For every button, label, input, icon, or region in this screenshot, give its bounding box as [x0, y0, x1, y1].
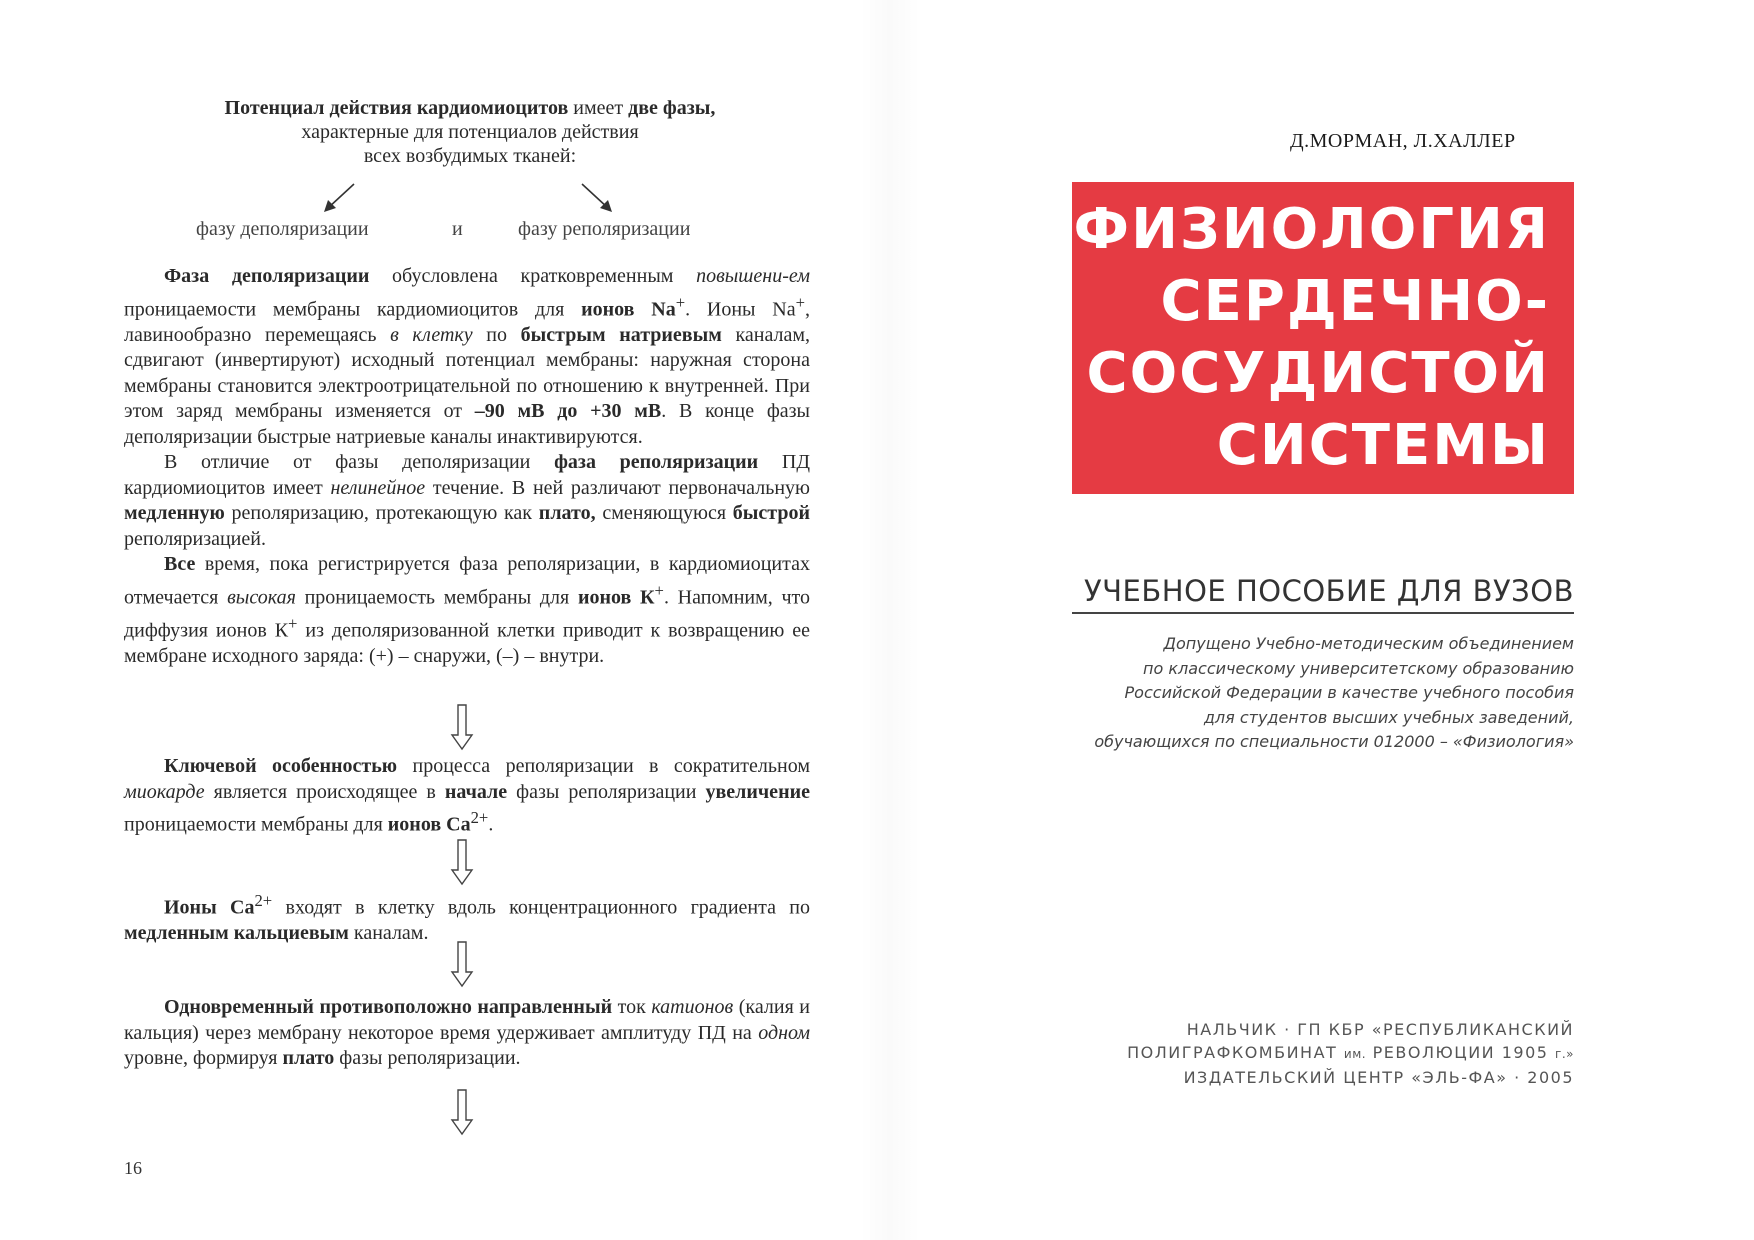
publisher-line-3: ИЗДАТЕЛЬСКИЙ ЦЕНТР «ЭЛЬ-ФА» · 2005: [1183, 1068, 1574, 1087]
title-line-4: СИСТЕМЫ: [1216, 413, 1550, 478]
intro-bold-2: кардиомиоцитов: [416, 97, 569, 119]
down-arrow-icon-2: [450, 838, 474, 886]
approval-line-5: обучающихся по специальности 012000 – «Физиология»: [1094, 732, 1574, 751]
text-block-4: [124, 995, 810, 1072]
paragraph-repolarization: В отличие от фазы деполяризации фаза реполяризации ПД кардиомиоцитов имеет нелинейное течение. В ней различают первоначальную медленную реполяризацию, протекающую как плато, сменяющуюся быстрой реполяризацией.: [124, 451, 811, 550]
down-arrow-icon-4: [450, 1088, 474, 1136]
publisher-info: [1072, 1018, 1574, 1089]
paragraph-key-feature: Ключевой особенностью процесса реполяризации в сократительном миокарде является происходящее в начале фазы реполяризации увеличение проницаемости мембраны для ионов $Са^{2+}$.: [124, 755, 810, 836]
paragraph-potassium: Все время, пока регистрируется фаза реполяризации, в кардиомиоцитах отмечается высокая проницаемость мембраны для ионов К+. Напомним, что диффузия ионов К+ из деполяризованной клетки приводит к возвращению ее мембране исходного заряда: (+) – снаружи, (–) – внутри.: [124, 553, 811, 667]
title-line-1: ФИЗИОЛОГИЯ: [1073, 197, 1550, 262]
intro-mid: имеет: [568, 97, 629, 119]
text-block-3: [124, 888, 810, 947]
phase-repolarization: фазу реполяризации: [518, 218, 691, 240]
publisher-line-1: НАЛЬЧИК · ГП КБР «РЕСПУБЛИКАНСКИЙ: [1186, 1020, 1574, 1039]
approval-line-3: Российской Федерации в качестве учебного пособия: [1124, 683, 1574, 702]
arrow-right-diagonal-icon: [576, 180, 616, 216]
phase-depolarization: фазу деполяризации: [196, 218, 369, 240]
page-number: 16: [124, 1158, 142, 1178]
intro-line-1: [120, 96, 820, 120]
paragraph-calcium: Ионы $Са^{2+}$ входят в клетку вдоль концентрационного градиента по медленным кальциевым каналам.: [124, 891, 810, 945]
book-title: [1070, 194, 1550, 482]
text-block-1: [124, 264, 810, 669]
book-gutter: [860, 0, 920, 1240]
intro-bold-3: две фазы,: [628, 97, 716, 119]
intro-bold-1: Потенциал действия: [224, 97, 412, 119]
book-subtitle: УЧЕБНОЕ ПОСОБИЕ ДЛЯ ВУЗОВ: [1072, 574, 1574, 614]
arrow-left-diagonal-icon: [320, 180, 360, 216]
title-line-2: СЕРДЕЧНО-: [1160, 269, 1550, 334]
intro-heading: [120, 96, 820, 168]
approval-line-1: Допущено Учебно-методическим объединением: [1163, 634, 1574, 653]
paragraph-depolarization: Фаза деполяризации обусловлена кратковременным повышени-ем проницаемости мембраны кардиомиоцитов для ионов Na+. Ионы Na+, лавинообразно перемещаясь в клетку по быстрым натриевым каналам, сдвигают (инвертируют) исходный потенциал мембраны: наружная сторона мембраны становится электроотрицательной по отношению к внутренней. При этом заряд мембраны изменяется от –90 мВ до +30 мВ. В конце фазы деполяризации быстрые натриевые каналы инактивируются.: [124, 265, 811, 448]
intro-line-2: характерные для потенциалов действия: [301, 121, 639, 143]
approval-line-2: по классическому университетскому образованию: [1143, 658, 1574, 678]
down-arrow-icon-3: [450, 940, 474, 988]
text-block-2: [124, 754, 810, 838]
down-arrow-icon-1: [450, 703, 474, 751]
title-line-3: СОСУДИСТОЙ: [1086, 341, 1550, 406]
publisher-line-2: ПОЛИГРАФКОМБИНАТ им. РЕВОЛЮЦИИ 1905 г.»: [1127, 1043, 1574, 1062]
title-banner: [1072, 182, 1574, 494]
paragraph-plateau: Одновременный противоположно направленный ток катионов (калия и кальция) через мембрану некоторое время удерживает амплитуду ПД на одном уровне, формируя плато фазы реполяризации.: [124, 996, 810, 1069]
approval-note: [1072, 632, 1574, 755]
intro-line-3: всех возбудимых тканей:: [363, 145, 577, 167]
phase-and: и: [452, 218, 463, 240]
approval-line-4: для студентов высших учебных заведений,: [1203, 707, 1574, 727]
